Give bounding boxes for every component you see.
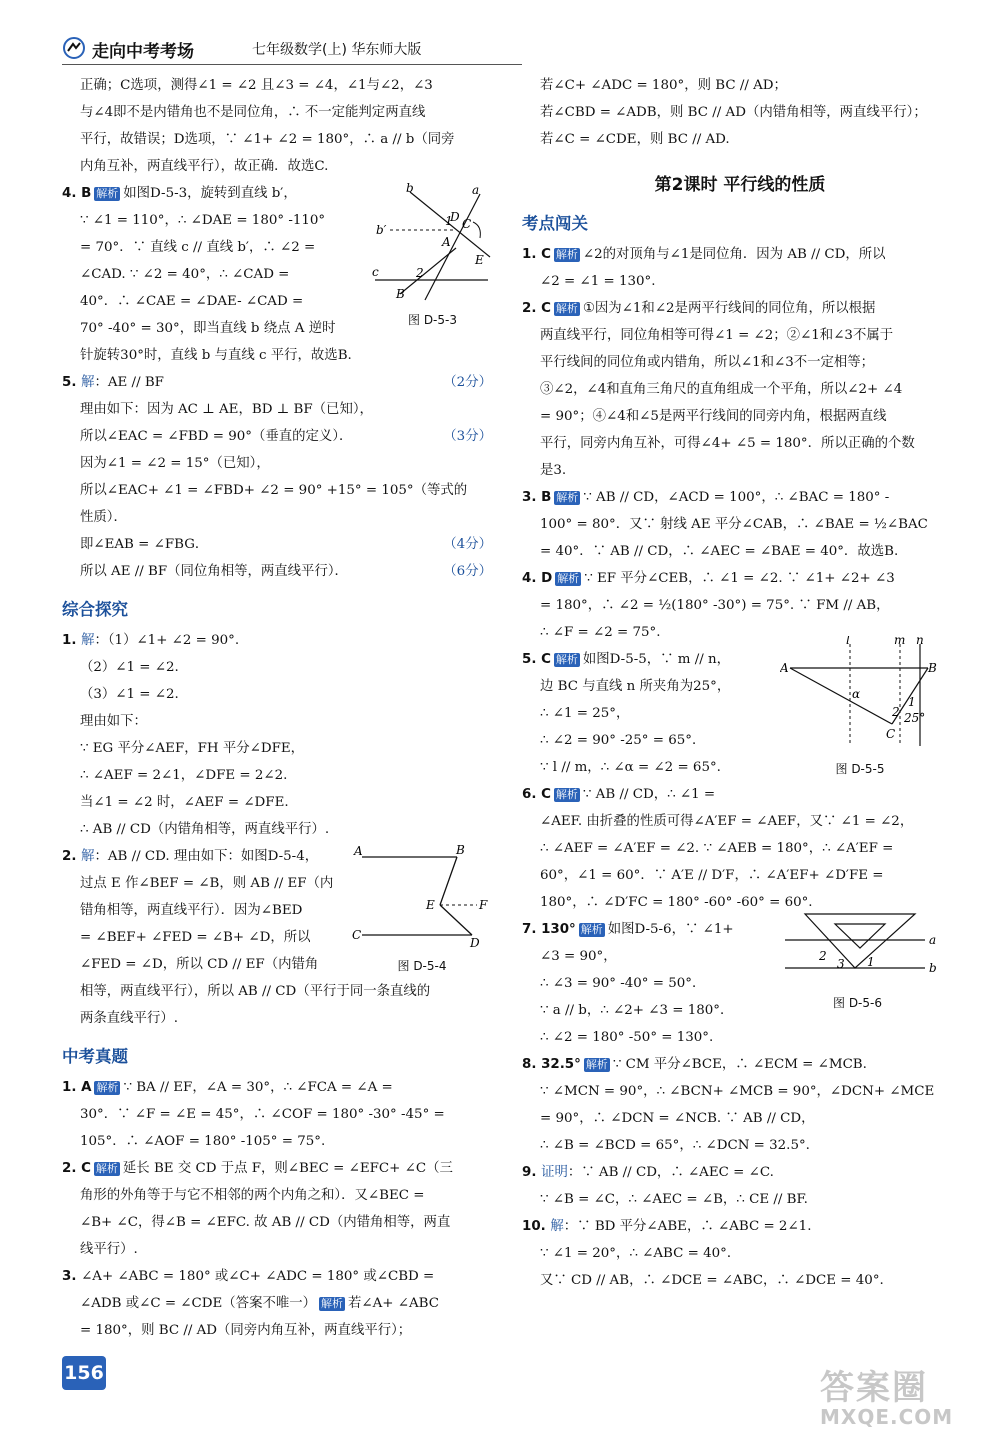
brand-title: 走向中考考场 [92, 42, 194, 62]
right-q4 [522, 565, 940, 646]
text-line: ∠A+ ∠ABC = 180° 或∠C+ ∠ADC = 180° 或∠CBD = [81, 1269, 435, 1284]
text-line: 内角互补，两直线平行），故正确．故选C. [80, 159, 329, 174]
text-line: ∴ ∠3 = 90° -40° = 50°． [540, 976, 706, 991]
text-line: 延长 BE 交 CD 于点 F，则∠BEC = ∠EFC+ ∠C（三 [122, 1161, 453, 1176]
answer-number: 1. [62, 633, 82, 648]
answer-number: 10. [522, 1219, 551, 1234]
fig-label: F [479, 898, 488, 912]
fig-label: A [780, 661, 789, 675]
section-heading: 综合探究 [62, 600, 128, 619]
text-line: = 180°，则 BC // AD（同旁内角互补，两直线平行）； [80, 1323, 412, 1338]
text-line: 若∠C+ ∠ADC = 180°，则 BC // AD； [540, 78, 787, 93]
fig-label: 1 [867, 955, 875, 969]
text-line: 过点 E 作∠BEF = ∠B，则 AB // EF（内 [80, 876, 334, 891]
solve-label: 解 [81, 849, 95, 864]
solve-label: 解 [81, 633, 95, 648]
fig-label: C [352, 928, 362, 942]
text-line: 平行，同旁内角互补，可得∠4+ ∠5 = 180°．所以正确的个数 [540, 436, 915, 451]
text-line: 错角相等，两直线平行）．因为∠BED [80, 903, 303, 918]
explore-1 [62, 627, 492, 843]
right-q9 [522, 1159, 940, 1213]
answer-number: 5. [62, 375, 82, 390]
text-line: ∠B+ ∠C，得∠B = ∠EFC. 故 AB // CD（内错角相等，两直 [80, 1215, 451, 1230]
score: （3分） [443, 429, 492, 444]
text-line: 正确；C选项，测得∠1 = ∠2 且∠3 = ∠4，∠1与∠2，∠3 [80, 78, 433, 93]
fig-label: 2 [819, 949, 827, 963]
answer-number: 6. C [522, 787, 551, 802]
fig-label: E [426, 898, 435, 912]
fig-label: 3 [837, 957, 845, 971]
answer-number: 4. D [522, 571, 553, 586]
text-line: （3）∠1 = ∠2. [80, 687, 179, 702]
text-line: ∠CAD. ∵ ∠2 = 40°，∴ ∠CAD = [80, 267, 290, 282]
text-line: ∴ ∠F = ∠2 = 75°. [540, 625, 661, 640]
score: （2分） [443, 375, 492, 390]
left-column [62, 72, 492, 1344]
analysis-tag: 解析 [555, 788, 578, 801]
fig-label: c [372, 265, 379, 279]
text-line: ：（1）∠1+ ∠2 = 90°. [94, 633, 240, 648]
watermark [820, 1360, 990, 1440]
text-line: ∵ BA // EF，∠A = 30°，∴ ∠FCA = ∠A = [123, 1080, 393, 1095]
fig-label: 2 [892, 705, 900, 719]
text-line: ∵ a // b，∴ ∠2+ ∠3 = 180°． [540, 1003, 734, 1018]
text-line: 因为∠1 = ∠2 = 15°（已知）， [80, 456, 270, 471]
score: （6分） [443, 564, 492, 579]
right-q10 [522, 1213, 940, 1294]
fig-label: α [852, 687, 861, 701]
fig-label: D [470, 936, 480, 950]
text-line: ∠ADB 或∠C = ∠CDE（答案不唯一） [80, 1296, 317, 1311]
solve-label: 解 [81, 375, 95, 390]
figure-caption: 图 D-5-3 [408, 313, 457, 327]
section-heading: 中考真题 [62, 1047, 128, 1066]
text-line: 180°，∴ ∠D′FC = 180° -60° -60° = 60°. [540, 895, 813, 910]
text-line: 平行线间的同位角或内错角，所以∠1和∠3不一定相等； [540, 355, 875, 370]
fig-label: B [456, 843, 465, 857]
text-line: = 180°，∴ ∠2 = ½(180° -30°) = 75°. ∵ FM // AB， [540, 598, 890, 613]
text-line: ∠2 = ∠1 = 130°. [540, 274, 656, 289]
text-line: 所以∠EAC+ ∠1 = ∠FBD+ ∠2 = 90° +15° = 105°（等式的 [80, 483, 468, 498]
text-line: = ∠BEF+ ∠FED = ∠B+ ∠D，所以 [80, 930, 311, 945]
analysis-tag: 解析 [557, 572, 580, 585]
text-line: ①因为∠1和∠2是两平行线间的同位角，所以根据 [582, 301, 876, 316]
text-line: 40°．∴ ∠CAE = ∠DAE- ∠CAD = [80, 294, 304, 309]
right-q3 [522, 484, 940, 565]
text-line: 所以 AE // BF（同位角相等，两直线平行）． [80, 564, 348, 579]
fig-label: B [396, 287, 405, 301]
text-line: 若∠A+ ∠ABC [348, 1296, 440, 1311]
text-line: 性质）． [80, 510, 127, 525]
text-line: 当∠1 = ∠2 时，∠AEF = ∠DFE. [80, 795, 289, 810]
fig-label: n [916, 636, 924, 647]
book-subtitle: 七年级数学(上) 华东师大版 [252, 42, 422, 58]
fig-label: D [450, 210, 460, 224]
section-heading: 考点闯关 [522, 214, 588, 233]
fig-label: b′ [376, 223, 387, 237]
text-line: 若∠CBD = ∠ADB，则 BC // AD（内错角相等，两直线平行）； [540, 105, 927, 120]
text-line: ∵ CM 平分∠BCE，∴ ∠ECM = ∠MCB. [612, 1057, 867, 1072]
text-line: 边 BC 与直线 n 所夹角为25°， [540, 679, 731, 694]
exam-3 [62, 1263, 492, 1344]
answer-number: 8. 32.5° [522, 1057, 581, 1072]
right-q2 [522, 295, 940, 484]
fig-label: b [406, 182, 414, 195]
text-line: ∵ ∠1 = 20°，∴ ∠ABC = 40°． [540, 1246, 741, 1261]
text-line: ∵ l // m，∴ ∠α = ∠2 = 65°. [540, 760, 721, 775]
fig-label: 2 [416, 266, 424, 280]
question-4 [62, 180, 492, 369]
text-line: ③∠2，∠4和直角三角尺的直角组成一个平角，所以∠2+ ∠4 [540, 382, 903, 397]
right-column [522, 72, 940, 1294]
exam-2 [62, 1155, 492, 1263]
figure-d-5-3 [370, 182, 495, 332]
text-line: 相等，两直线平行），所以 AB // CD（平行于同一条直线的 [80, 984, 431, 999]
fig-label: 1 [445, 214, 453, 228]
fig-label: A [354, 844, 363, 858]
answer-number: 2. C [522, 301, 551, 316]
text-line: ∵ EG 平分∠AEF，FH 平分∠DFE， [80, 741, 305, 756]
question-5 [62, 369, 492, 585]
text-line: 是3. [540, 463, 567, 478]
text-line: 所以∠EAC = ∠FBD = 90°（垂直的定义）． [80, 429, 353, 444]
text-line: ∴ ∠B = ∠BCD = 65°，∴ ∠DCN = 32.5°. [540, 1138, 810, 1153]
text-line: ：∵ AB // CD，∴ ∠AEC = ∠C. [567, 1165, 774, 1180]
text-line: ∴ ∠AEF = 2∠1，∠DFE = 2∠2. [80, 768, 288, 783]
header-rule [62, 64, 522, 65]
text-line: 线平行）. [80, 1242, 138, 1257]
watermark-text: 答案圈 [820, 1368, 928, 1408]
text-line: 即∠EAB = ∠FBG． [80, 537, 209, 552]
text-line: ∵ ∠B = ∠C，∴ ∠AEC = ∠B，∴ CE // BF. [540, 1192, 808, 1207]
explore-2 [62, 843, 492, 1032]
text-line: ∠2的对顶角与∠1是同位角．因为 AB // CD，所以 [582, 247, 886, 262]
text-line: 105°．∴ ∠AOF = 180° -105° = 75°. [80, 1134, 326, 1149]
answer-number: 5. C [522, 652, 551, 667]
figure-d-5-5 [780, 636, 940, 786]
text-line: ∵ ∠1 = 110°，∴ ∠DAE = 180° -110° [80, 213, 326, 228]
lesson-title: 第2课时 平行线的性质 [654, 175, 826, 195]
text-line: ∠AEF. 由折叠的性质可得∠A′EF = ∠AEF，又∵ ∠1 = ∠2， [540, 814, 914, 829]
analysis-tag: 解析 [555, 653, 578, 666]
analysis-tag: 解析 [555, 302, 578, 315]
figure-d-5-4 [352, 843, 492, 978]
text-line: 两直线平行，同位角相等可得∠1 = ∠2；②∠1和∠3不属于 [540, 328, 894, 343]
text-line: 30°．∵ ∠F = ∠E = 45°，∴ ∠COF = 180° -30° -45° = [80, 1107, 445, 1122]
page-number: 156 [62, 1356, 106, 1390]
text-line: ∵ ∠MCN = 90°，∴ ∠BCN+ ∠MCB = 90°，∠DCN+ ∠MCE [540, 1084, 935, 1099]
text-line: ∵ AB // CD，∠ACD = 100°，∴ ∠BAC = 180° - [583, 490, 890, 505]
figure-caption: 图 D-5-6 [833, 996, 882, 1010]
fig-label: B [928, 661, 937, 675]
fig-label: C [462, 217, 472, 231]
watermark-url: MXQE.COM [820, 1405, 954, 1429]
answer-number: 1. A [62, 1080, 92, 1095]
analysis-tag: 解析 [585, 1058, 608, 1071]
text-line: 平行，故错误；D选项，∵ ∠1+ ∠2 = 180°，∴ a // b（同旁 [80, 132, 455, 147]
fig-label: C [886, 727, 896, 741]
text-line: = 90°；④∠4和∠5是两平行线间的同旁内角，根据两直线 [540, 409, 887, 424]
right-q7 [522, 916, 940, 1051]
text-line: = 40°．∵ AB // CD，∴ ∠AEC = ∠BAE = 40°．故选B. [540, 544, 899, 559]
fig-label: a [929, 933, 937, 947]
text-line: 与∠4即不是内错角也不是同位角，∴ 不一定能判定两直线 [80, 105, 426, 120]
text-line: 60°，∠1 = 60°．∵ A′E // D′F，∴ ∠A′EF+ ∠D′FE = [540, 868, 884, 883]
fig-label: a [472, 183, 480, 197]
right-q5 [522, 636, 940, 781]
analysis-tag: 解析 [321, 1297, 344, 1310]
text-line: 又∵ CD // AB，∴ ∠DCE = ∠ABC，∴ ∠DCE = 40°. [540, 1273, 884, 1288]
fig-label: 1 [908, 695, 916, 709]
text-line: ∵ AB // CD，∴ ∠1 = [582, 787, 716, 802]
text-line: 两条直线平行）. [80, 1011, 178, 1026]
solve-label: 解 [550, 1219, 564, 1234]
page-header [62, 34, 522, 64]
answer-number: 3. B [522, 490, 552, 505]
answer-number: 9. [522, 1165, 542, 1180]
answer-number: 4. B [62, 186, 92, 201]
text-line: ∴ AB // CD（内错角相等，两直线平行）. [80, 822, 330, 837]
text-line: 若∠C = ∠CDE，则 BC // AD. [540, 132, 730, 147]
text-line: ：AB // CD. 理由如下：如图D-5-4， [94, 849, 319, 864]
fig-label: m [894, 636, 906, 647]
analysis-tag: 解析 [580, 923, 603, 936]
text-line: 如图D-5-6，∵ ∠1+ [607, 922, 734, 937]
answer-number: 7. 130° [522, 922, 576, 937]
answer-number: 2. C [62, 1161, 91, 1176]
fig-label: l [846, 636, 850, 647]
text-line: ∴ ∠2 = 90° -25° = 65°． [540, 733, 706, 748]
text-line: 理由如下： [80, 714, 147, 729]
figure-caption: 图 D-5-4 [397, 959, 447, 973]
text-line: 如图D-5-3，旋转到直线 b′， [123, 186, 297, 201]
text-line: ∴ ∠AEF = ∠A′EF = ∠2. ∵ ∠AEB = 180°，∴ ∠A′EF = [540, 841, 894, 856]
text-line: （2）∠1 = ∠2. [80, 660, 179, 675]
analysis-tag: 解析 [96, 1081, 119, 1094]
text-line: 针旋转30°时，直线 b 与直线 c 平行，故选B. [80, 348, 352, 363]
text-line: ∠3 = 90°， [540, 949, 617, 964]
fig-label: b [929, 961, 937, 975]
analysis-tag: 解析 [96, 187, 119, 200]
runner-logo-icon [62, 36, 86, 60]
right-q8 [522, 1051, 940, 1159]
right-q6 [522, 781, 940, 916]
fig-label: 25° [904, 711, 926, 725]
text-line: 100° = 80°．又∵ 射线 AE 平分∠CAB，∴ ∠BAE = ½∠BAC [540, 517, 928, 532]
text-line: ∠FED = ∠D，所以 CD // EF（内错角 [80, 957, 319, 972]
figure-caption: 图 D-5-5 [835, 762, 885, 776]
text-line: = 90°，∴ ∠DCN = ∠NCB. ∵ AB // CD， [540, 1111, 815, 1126]
text-line: ∴ ∠2 = 180° -50° = 130°. [540, 1030, 714, 1045]
answer-number: 3. [62, 1269, 82, 1284]
analysis-tag: 解析 [95, 1162, 118, 1175]
text-line: ∵ EF 平分∠CEB，∴ ∠1 = ∠2. ∵ ∠1+ ∠2+ ∠3 [584, 571, 895, 586]
fig-label: E [475, 253, 484, 267]
score: （4分） [443, 537, 492, 552]
text-line: 70° -40° = 30°，即当直线 b 绕点 A 逆时 [80, 321, 336, 336]
text-line: ：AE // BF [94, 375, 164, 390]
solve-label: 证明 [541, 1165, 568, 1180]
exam-1 [62, 1074, 492, 1155]
analysis-tag: 解析 [555, 248, 578, 261]
analysis-tag: 解析 [556, 491, 579, 504]
fig-label: A [442, 235, 451, 249]
answer-number: 1. C [522, 247, 551, 262]
text-line: 角形的外角等于与它不相邻的两个内角之和）．又∠BEC = [80, 1188, 425, 1203]
figure-d-5-6 [775, 910, 940, 1020]
answer-number: 2. [62, 849, 82, 864]
text-line: ：∵ BD 平分∠ABE，∴ ∠ABC = 2∠1. [563, 1219, 812, 1234]
text-line: = 70°．∵ 直线 c // 直线 b′，∴ ∠2 = [80, 240, 316, 255]
text-line: ∴ ∠1 = 25°， [540, 706, 630, 721]
text-line: 如图D-5-5，∵ m // n， [582, 652, 731, 667]
right-q1 [522, 241, 940, 295]
text-line: 理由如下：因为 AC ⊥ AE，BD ⊥ BF（已知）， [80, 402, 373, 417]
